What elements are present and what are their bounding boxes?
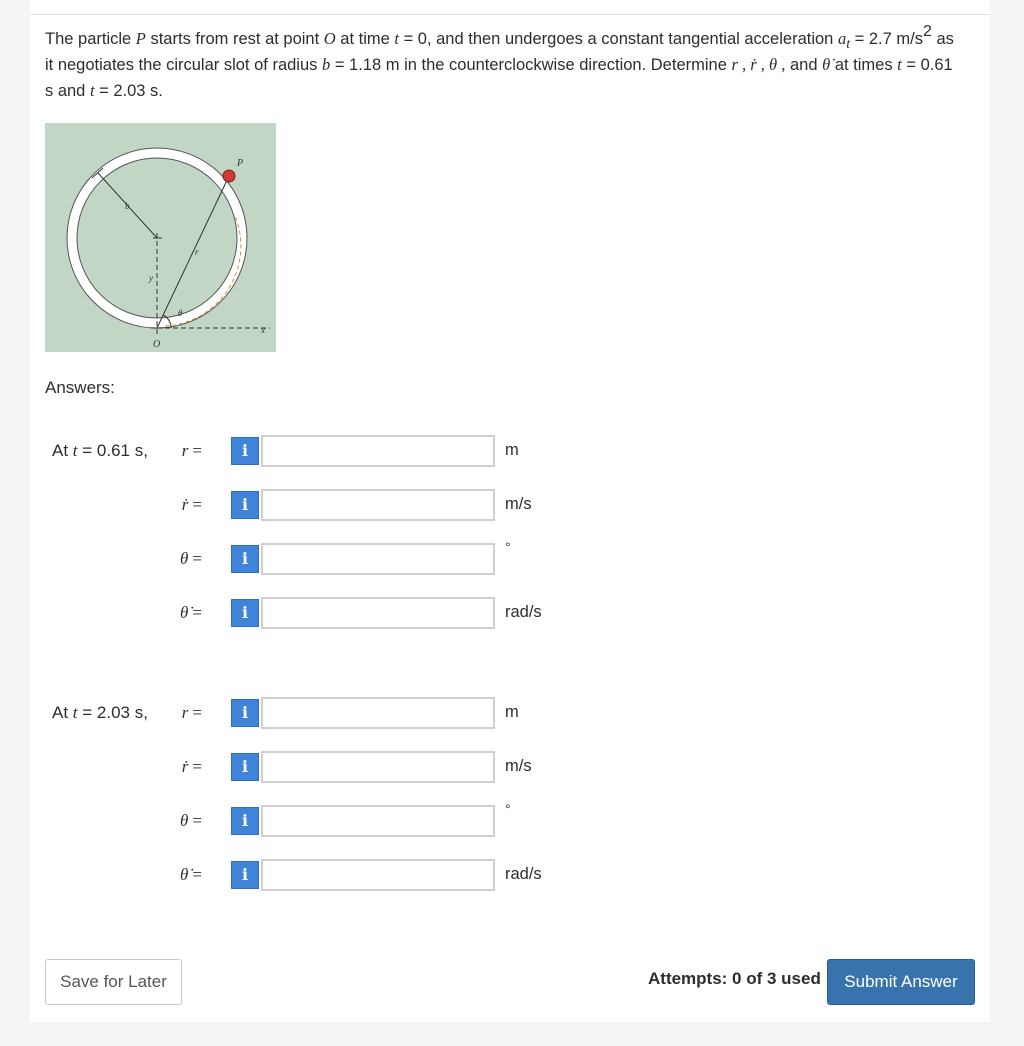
unit-label: m/s xyxy=(505,495,532,513)
answer-input-t2-theta[interactable] xyxy=(261,805,495,837)
label-theta: θ xyxy=(178,308,183,318)
label-O: O xyxy=(153,339,161,350)
info-button[interactable]: i xyxy=(231,861,259,889)
answer-input-t2-r[interactable] xyxy=(261,697,495,729)
label-b: b xyxy=(125,201,130,211)
info-button[interactable]: i xyxy=(231,807,259,835)
info-button[interactable]: i xyxy=(231,491,259,519)
var-label: θ = xyxy=(180,549,202,568)
var-label: r = xyxy=(181,703,202,722)
circular-slot-diagram xyxy=(45,123,276,352)
question-text: The particle P starts from rest at point O at time t = 0, and then undergoes a constant tangential acceleration $a_t = 2.7$ $m/s^2$ as it negotiates the circular slot of radius b = 1.18 m in the counterclockwise direction. Determine r , ṙ , θ , and θ̇ at times t = 0.61 s and t = 2.03 s. xyxy=(45,23,954,100)
label-x: x xyxy=(261,325,265,335)
answer-input-t1-theta[interactable] xyxy=(261,543,495,575)
answer-input-t1-rdot[interactable] xyxy=(261,489,495,521)
unit-label: rad/s xyxy=(505,865,542,883)
var-label: θ̇ = xyxy=(180,603,202,622)
attempts-counter: Attempts: 0 of 3 used xyxy=(648,969,821,988)
divider xyxy=(30,14,990,15)
answer-input-t2-thetadot[interactable] xyxy=(261,859,495,891)
save-for-later-button[interactable]: Save for Later xyxy=(45,959,182,1005)
info-button[interactable]: i xyxy=(231,437,259,465)
var-label: θ = xyxy=(180,811,202,830)
var-label: r = xyxy=(181,441,202,460)
unit-label: ° xyxy=(505,539,511,555)
problem-figure xyxy=(45,123,276,352)
var-label: ṙ = xyxy=(181,495,202,514)
label-r: r xyxy=(195,247,199,257)
var-label: θ̇ = xyxy=(180,865,202,884)
group-prefix-t2: At t = 2.03 s, xyxy=(52,703,148,722)
unit-label: m xyxy=(505,441,519,459)
unit-label: m/s xyxy=(505,757,532,775)
particle-p xyxy=(223,170,235,182)
var-label: ṙ = xyxy=(181,757,202,776)
info-button[interactable]: i xyxy=(231,753,259,781)
info-button[interactable]: i xyxy=(231,699,259,727)
answer-input-t1-thetadot[interactable] xyxy=(261,597,495,629)
group-prefix-t1: At t = 0.61 s, xyxy=(52,441,148,460)
unit-label: m xyxy=(505,703,519,721)
answer-input-t2-rdot[interactable] xyxy=(261,751,495,783)
question-card xyxy=(30,0,990,1022)
answer-input-t1-r[interactable] xyxy=(261,435,495,467)
answers-heading: Answers: xyxy=(45,378,115,397)
unit-label: ° xyxy=(505,801,511,817)
info-button[interactable]: i xyxy=(231,599,259,627)
submit-answer-button[interactable]: Submit Answer xyxy=(827,959,975,1005)
info-button[interactable]: i xyxy=(231,545,259,573)
label-y: y xyxy=(149,273,153,283)
unit-label: rad/s xyxy=(505,603,542,621)
label-P: P xyxy=(237,158,244,169)
